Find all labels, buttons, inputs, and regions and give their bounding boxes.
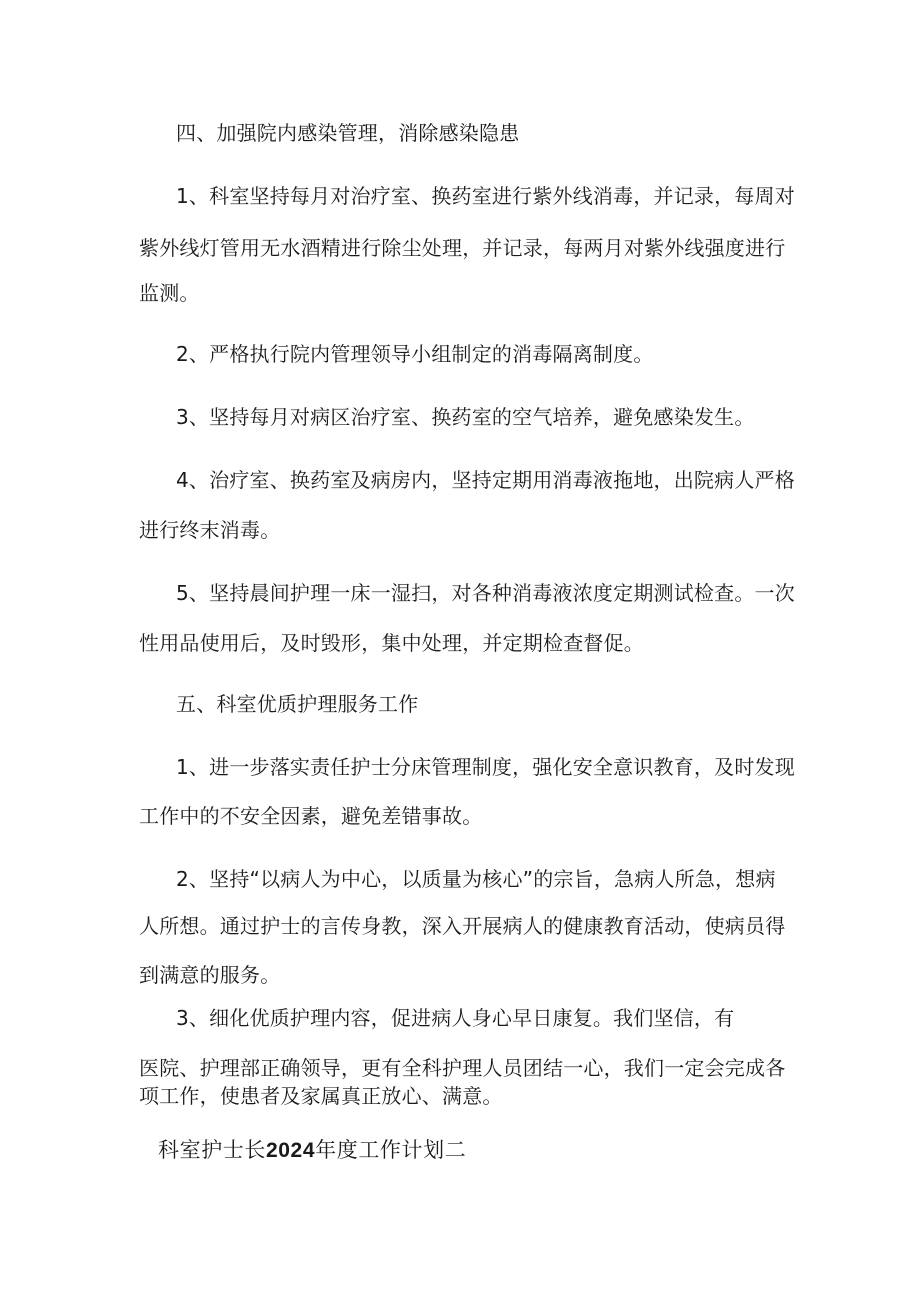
section-4-item-1-line-2: 紫外线灯管用无水酒精进行除尘处理，并记录，每两月对紫外线强度进行 <box>139 236 786 260</box>
section-4-item-2: 2、严格执行院内管理领导小组制定的消毒隔离制度。 <box>176 342 654 366</box>
section-5-item-3-line-1: 3、细化优质护理内容，促进病人身心早日康复。我们坚信，有 <box>176 1006 735 1030</box>
section-4-item-5-line-2: 性用品使用后，及时毁形，集中处理，并定期检查督促。 <box>139 631 644 655</box>
next-plan-title-prefix: 科室护士长 <box>158 1138 266 1162</box>
section-4-item-5-line-1: 5、坚持晨间护理一床一湿扫，对各种消毒液浓度定期测试检查。一次 <box>176 581 795 605</box>
next-plan-title <box>158 1138 466 1163</box>
section-5-item-2-line-3: 到满意的服务。 <box>139 963 281 987</box>
section-4-item-1-line-3: 监测。 <box>139 281 200 305</box>
section-4-item-1-line-1: 1、科室坚持每月对治疗室、换药室进行紫外线消毒，并记录，每周对 <box>176 184 795 208</box>
section-5-item-1-line-2: 工作中的不安全因素，避免差错事故。 <box>139 804 483 828</box>
section-4-item-4-line-1: 4、治疗室、换药室及病房内，坚持定期用消毒液拖地，出院病人严格 <box>176 468 795 492</box>
section-5-item-3-line-2: 医院、护理部正确领导，更有全科护理人员团结一心，我们一定会完成各 <box>139 1056 786 1080</box>
next-plan-title-suffix: 年度工作计划二 <box>315 1138 467 1162</box>
section-4-item-3: 3、坚持每月对病区治疗室、换药室的空气培养，避免感染发生。 <box>176 405 755 429</box>
section-5-item-2-line-2: 人所想。通过护士的言传身教，深入开展病人的健康教育活动，使病员得 <box>139 914 786 938</box>
section-5-item-2-line-1: 2、坚持“以病人为中心，以质量为核心”的宗旨，急病人所急，想病 <box>176 867 776 891</box>
section-4-heading: 四、加强院内感染管理，消除感染隐患 <box>176 121 520 145</box>
section-5-item-1-line-1: 1、进一步落实责任护士分床管理制度，强化安全意识教育，及时发现 <box>176 755 795 779</box>
section-5-heading: 五、科室优质护理服务工作 <box>176 692 419 716</box>
next-plan-title-year: 2024 <box>266 1139 316 1162</box>
section-4-item-4-line-2: 进行终末消毒。 <box>139 518 281 542</box>
section-5-item-3-line-3: 项工作，使患者及家属真正放心、满意。 <box>139 1084 503 1108</box>
